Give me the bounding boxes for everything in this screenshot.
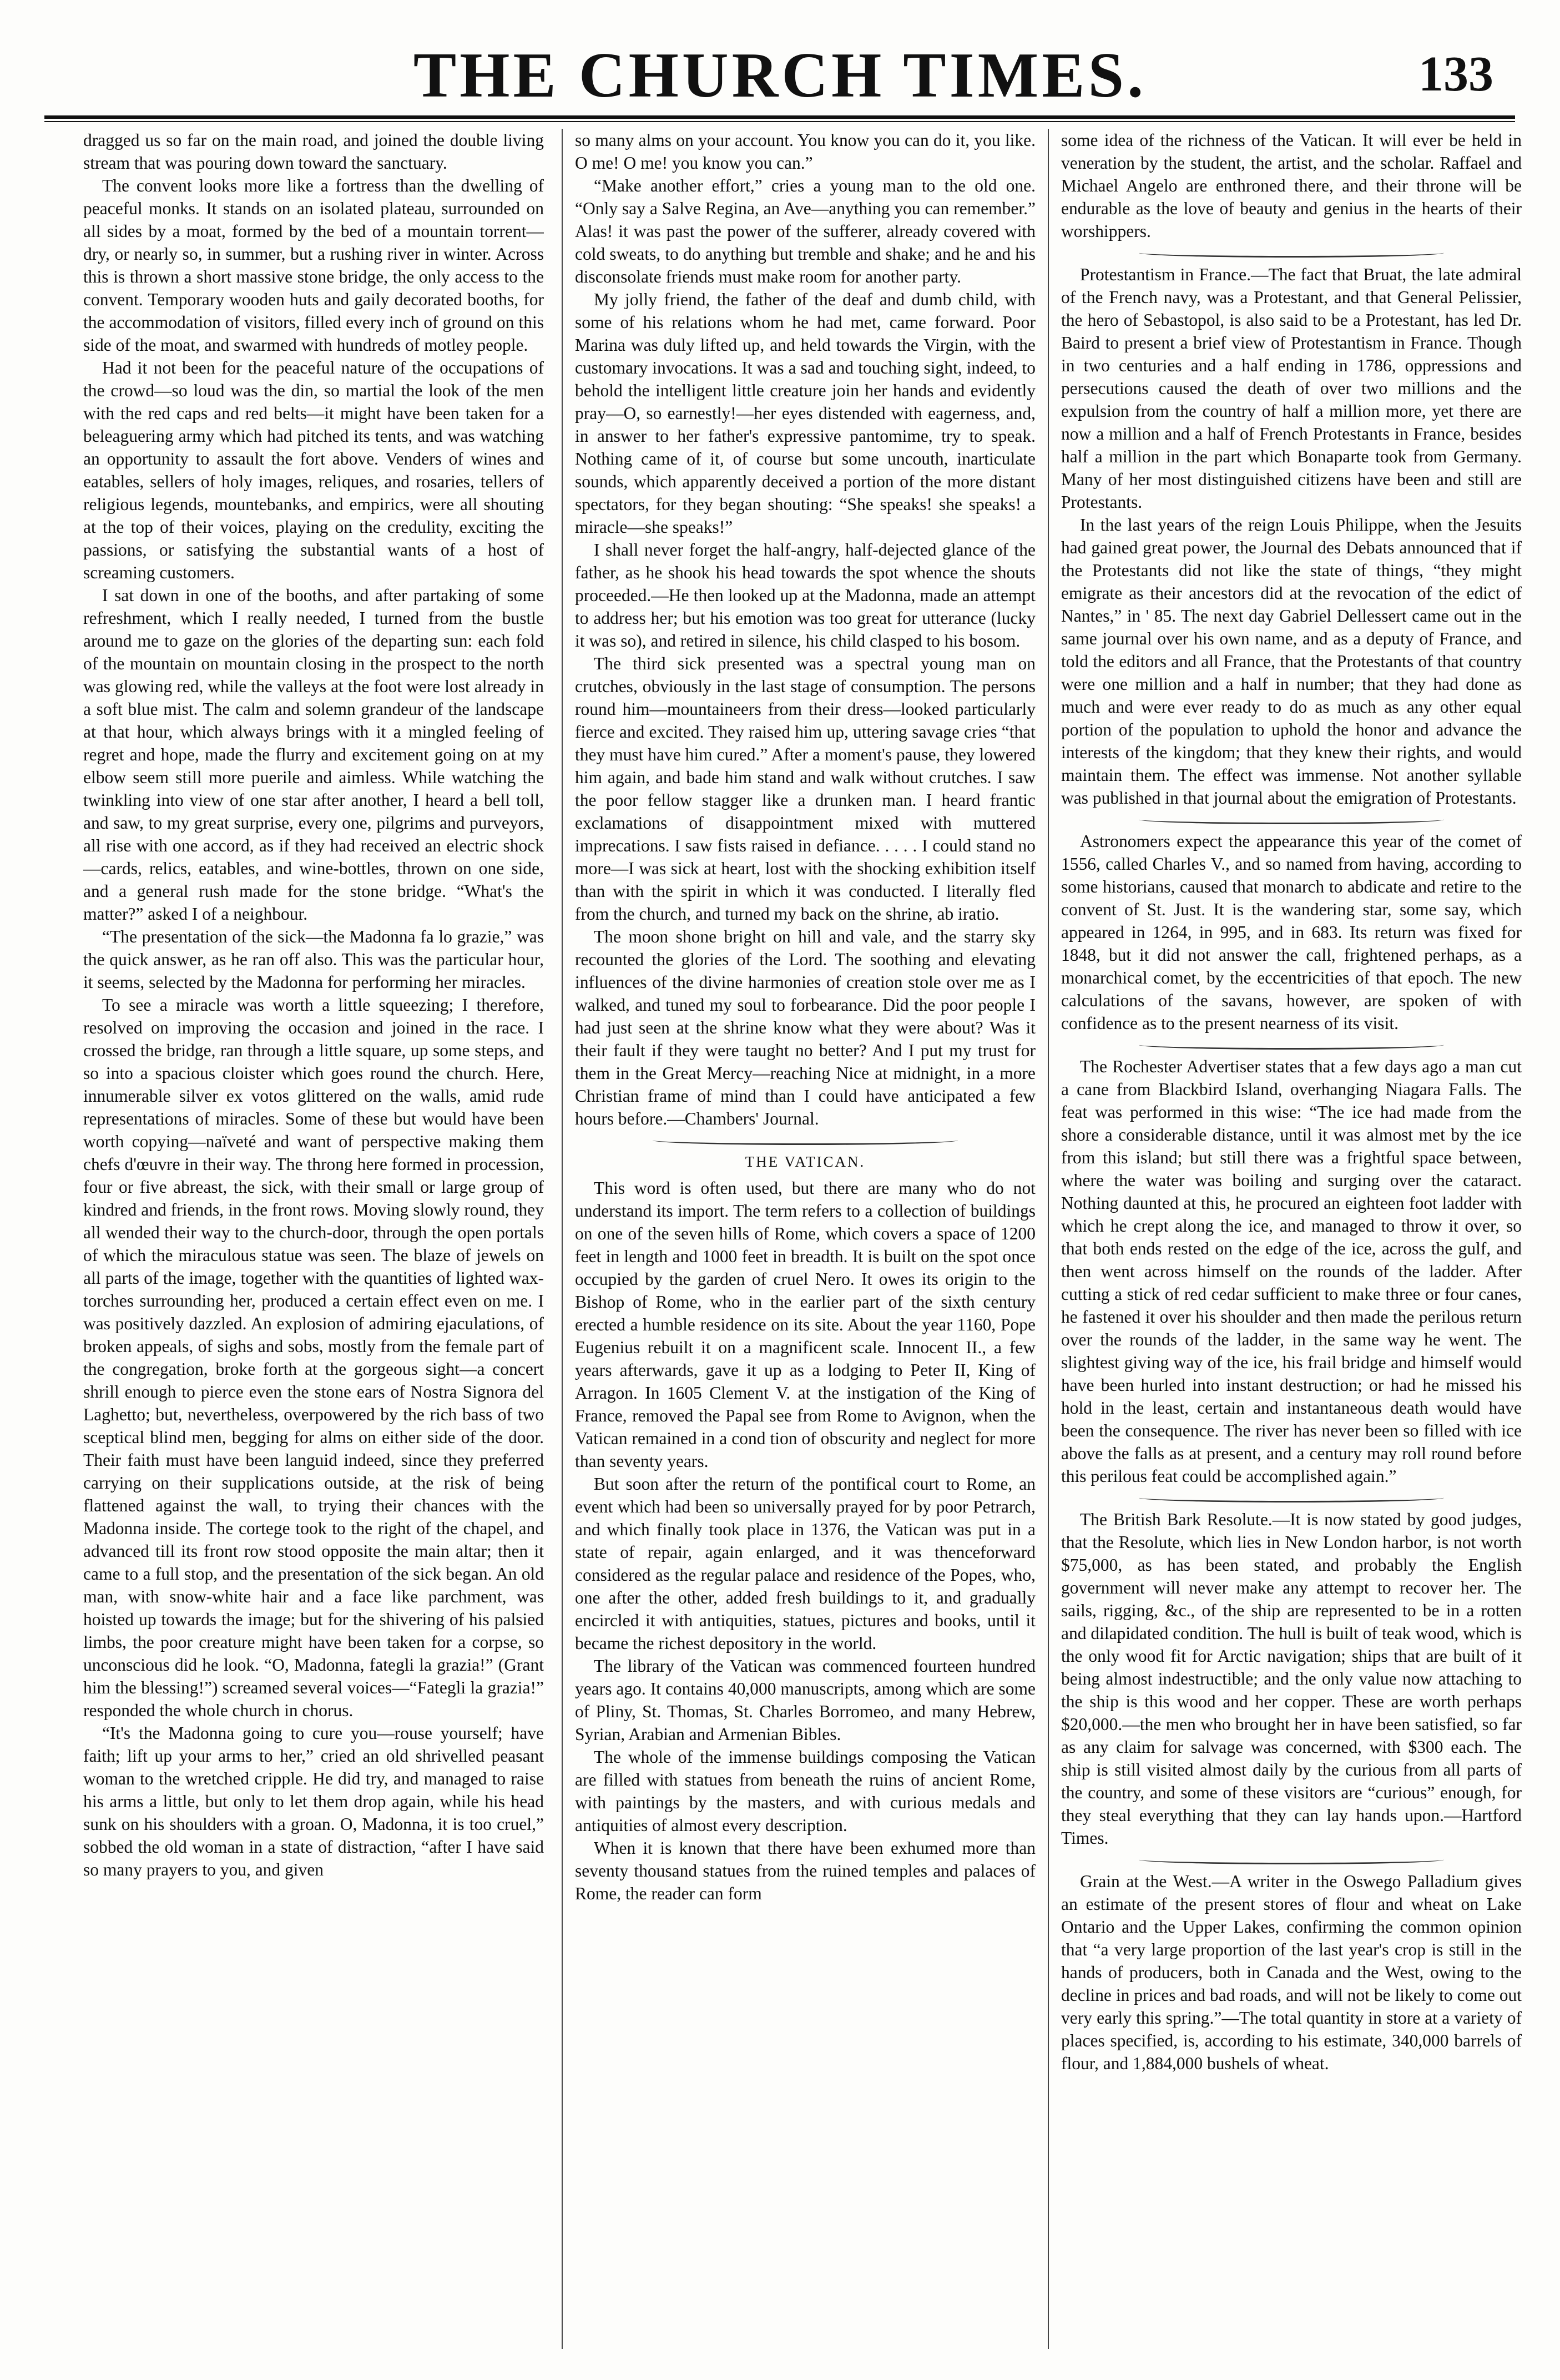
paragraph: “It's the Madonna going to cure you—rouse yourself; have faith; lift up your arms to her,” cried an old shrivelled peasant woman to the wretched cripple. He did try, and managed to raise his arms a little, but only to let them drop again, while his head sunk on his shoulders with a groan. O, Madonna, it is too cruel,” sobbed the old woman in a state of distraction, “after I have said so many prayers to you, and given (83, 1723, 544, 1879)
section-divider (1139, 1040, 1444, 1050)
paragraph: so many alms on your account. You know you can do it, you like. O me! O me! you know you can.” (575, 130, 1036, 173)
section-divider (1139, 1493, 1444, 1502)
paragraph: When it is known that there have been exhumed more than seventy thousand statues from the ruined temples and palaces of Rome, the reader can form (575, 1838, 1036, 1903)
paragraph: The third sick presented was a spectral young man on crutches, obviously in the last stage of consumption. The persons round him—mountaineers from their dress—looked particularly fierce and excited. They raised him up, uttering savage cries “that they must have him cured.” After a moment's pause, they lowered him again, and bade him stand and walk without crutches. I saw the poor fellow stagger like a drunken man. I heard frantic exclamations of disappointment mixed with muttered imprecations. I saw fists raised in defiance. . . . . I could stand no more—I was sick at heart, lost with the shocking exhibition itself than with the spirit in which it was conducted. I literally fled from the church, and turned my back on the shrine, ab iratio. (575, 654, 1036, 924)
paragraph: I shall never forget the half-angry, half-dejected glance of the father, as he shook his head towards the spot whence the shouts proceeded.—He then looked up at the Madonna, made an attempt to address her; but his emotion was too great for utterance (lucky it was so), and retired in silence, his child clasped to his bosom. (575, 540, 1036, 651)
masthead (0, 33, 1560, 117)
section-divider (1139, 248, 1444, 258)
paragraph: dragged us so far on the main road, and joined the double living stream that was pouring down toward the sanctuary. (83, 130, 544, 173)
paragraph: Protestantism in France.—The fact that Bruat, the late admiral of the French navy, was a Protestant, and that General Pelissier, the hero of Sebastopol, is also said to be a Protestant, has led Dr. Baird to present a brief view of Protestantism in France. Though in two centuries and a half ending in 1786, oppressions and persecutions caused the death of over two millions and the expulsion from the country of half a million more, yet there are now a million and a half of French Protestants in France, besides half a million in the part which Bonaparte took from Germany. Many of her most distinguished citizens have been and still are Protestants. (1061, 265, 1522, 512)
section-divider (653, 1136, 958, 1145)
paragraph: The moon shone bright on hill and vale, and the starry sky recounted the glories of the Lord. The soothing and elevating influences of the divine harmonies of creation stole over me as I walked, and tuned my soul to forbearance. Did the poor people I had just seen at the shrine know what they were about? Was it their fault if they were taught no better? And I put my trust for them in the Great Mercy—reaching Nice at midnight, in a more Christian frame of mind than I could have anticipated a few hours before.—Chambers' Journal. (575, 927, 1036, 1128)
page-number: 133 (1418, 47, 1493, 102)
column-3 (1061, 129, 1522, 2349)
column-divider (562, 129, 563, 2349)
paragraph: This word is often used, but there are many who do not understand its import. The term refers to a collection of buildings on one of the seven hills of Rome, which covers a space of 1200 feet in length and 1000 feet in breadth. It is built on the spot once occupied by the garden of cruel Nero. It owes its origin to the Bishop of Rome, who in the earlier part of the sixth century erected a humble residence on its site. About the year 1160, Pope Eugenius rebuilt it on a magnificent scale. Innocent II., a few years afterwards, gave it up as a lodging to Peter II, King of Arragon. In 1605 Clement V. at the instigation of the King of France, removed the Papal see from Rome to Avignon, when the Vatican remained in a cond tion of obscurity and neglect for more than seventy years. (575, 1178, 1036, 1471)
section-divider (1139, 1855, 1444, 1864)
paragraph: Astronomers expect the appearance this year of the comet of 1556, called Charles V., and so named from having, according to some historians, caused that monarch to abdicate and retire to the convent of St. Just. It is the wandering star, some say, which appeared in 1264, in 995, and in 683. Its return was fixed for 1848, but it did not answer the call, frightened perhaps, as a monarchical comet, by the eccentricities of that epoch. The new calculations of the savans, however, are spoken of with confidence as to the present nearness of its visit. (1061, 831, 1522, 1033)
paragraph: In the last years of the reign Louis Philippe, when the Jesuits had gained great power, the Journal des Debats announced that if the Protestants did not like the state of things, “they might emigrate as their ancestors did at the revocation of the edict of Nantes,” in ' 85. The next day Gabriel Dellessert came out in the same journal over his own name, and as a deputy of France, and told the editors and all France, that the Protestants of that country were one million and a half in number; that they had done as much and were ever ready to do as much as any other equal portion of the population to uphold the honor and advance the interests of the kingdom; that they knew their rights, and would maintain them. The effect was immense. Not another syllable was published in that journal about the emigration of Protestants. (1061, 515, 1522, 808)
paragraph: The whole of the immense buildings composing the Vatican are filled with statues from beneath the ruins of ancient Rome, with paintings by the masters, and with curious medals and antiquities of almost every description. (575, 1747, 1036, 1835)
section-heading-vatican: THE VATICAN. (745, 1153, 866, 1170)
paragraph: I sat down in one of the booths, and after partaking of some refreshment, which I really needed, I turned from the bustle around me to gaze on the glories of the departing sun: each fold of the mountain on mountain closing in the prospect to the north was glowing red, while the valleys at the foot were lost already in a soft blue mist. The calm and solemn grandeur of the landscape at that hour, which always brings with it a mingled feeling of regret and hope, made the flurry and excitement going on at my elbow seem still more puerile and aimless. While watching the twinkling into view of one star after another, I heard a bell toll, and saw, to my great surprise, every one, pilgrims and purveyors, all rise with one accord, as if they had received an electric shock—cards, relics, eatables, and wine-bottles, thrown on one side, and a general rush made for the stone bridge. “What's the matter?” asked I of a neighbour. (83, 586, 544, 924)
paragraph: The Rochester Advertiser states that a few days ago a man cut a cane from Blackbird Island, overhanging Niagara Falls. The feat was performed in this wise: “The ice had made from the shore a considerable distance, until it was almost met by the ice from this island; but still there was a frightful space between, where the water was boiling and surging over the cataract. Nothing daunted at this, he procured an eighteen foot ladder with which he crept along the ice, and managed to throw it over, so that both ends rested on the edge of the ice, across the gulf, and then went across himself on the rounds of the ladder. After cutting a stick of red cedar sufficient to make three or four canes, he fastened it over his shoulder and then made the perilous return over the rounds of the ladder, in the same way he went. The slightest giving way of the ice, his frail bridge and himself would have been hurled into instant destruction; or had he missed his hold in the least, certain and instantaneous death would have been the consequence. The river has never been so filled with ice above the falls as at present, and a century may roll round before this perilous feat could be accomplished again.” (1061, 1057, 1522, 1486)
page-title: THE CHURCH TIMES. (413, 40, 1147, 111)
paragraph: My jolly friend, the father of the deaf and dumb child, with some of his relations whom he had met, came forward. Poor Marina was duly lifted up, and held towards the Virgin, with the customary invocations. It was a sad and touching sight, indeed, to behold the intelligent little creature join her hands and evidently pray—O, so earnestly!—her eyes distended with eagerness, and, in answer to her father's expressive pantomime, try to speak. Nothing came of it, of course but some uncouth, inarticulate sounds, which apparently deceived a portion of the more distant spectators, for they began shouting: “She speaks! she speaks! a miracle—she speaks!” (575, 290, 1036, 537)
column-divider (1048, 129, 1049, 2349)
paragraph: The British Bark Resolute.—It is now stated by good judges, that the Resolute, which lies in New London harbor, is not worth $75,000, as has been stated, and probably the English government will never make any attempt to recover her. The sails, rigging, &c., of the ship are represented to be in a rotten and dilapidated condition. The hull is built of teak wood, which is the only wood fit for Arctic navigation; ships that are built of it being almost indestructible; and the only value now attaching to the ship is this wood and her copper. These are worth perhaps $20,000.—the men who brought her in have been satisfied, so far as any claim for salvage was concerned, with $300 each. The ship is still visited almost daily by the curious from all parts of the country, and some of these visitors are “curious” enough, for they steal everything that they can lay hands upon.—Hartford Times. (1061, 1510, 1522, 1848)
paragraph: To see a miracle was worth a little squeezing; I therefore, resolved on improving the occasion and joined in the race. I crossed the bridge, ran through a little square, up some steps, and so into a spacious cloister which goes round the church. Here, innumerable silver ex votos glittered on the walls, amid rude representations of miracles. Some of these but would have been worth copying—naïveté and want of perspective making them chefs d'œuvre in their way. The throng here formed in procession, four or five abreast, the sick, with their small or large group of kindred and friends, in the front rows. Moving slowly round, they all wended their way to the church-door, through the open portals of which the miraculous statue was seen. The blaze of jewels on all parts of the image, together with the quantities of lighted wax-torches surrounding her, produced a certain effect even on me. I was positively dazzled. An explosion of admiring ejaculations, of broken appeals, of sighs and sobs, mostly from the female part of the congregation, broke forth at the gorgeous sight—a concert shrill enough to pierce even the stone ears of Nostra Signora del Laghetto; but, nevertheless, overpowered by the rich bass of two sceptical blind men, begging for alms on either side of the door. Their faith must have been languid indeed, since they preferred carrying on their supplications outside, at the risk of being flattened against the wall, to trying their chances with the Madonna inside. The cortege took to the right of the chapel, and advanced till its front row stood opposite the main altar; then it came to a full stop, and the presentation of the sick began. An old man, with snow-white hair and a face like parchment, was hoisted up towards the image; but for the shivering of his palsied limbs, the poor creature might have been taken for a corpse, so unconscious did he look. “O, Madonna, fategli la grazia!” (Grant him the blessing!”) screamed several voices—“Fategli la grazia!” responded the whole church in chorus. (83, 995, 544, 1720)
paragraph: Grain at the West.—A writer in the Oswego Palladium gives an estimate of the present stores of flour and wheat on Lake Ontario and the Upper Lakes, confirming the common opinion that “a very large proportion of the last year's crop is still in the hands of producers, both in Canada and the West, owing to the decline in prices and bad roads, and will not be likely to come out very early this spring.”—The total quantity in store at a variety of places specified, is, according to his estimate, 340,000 barrels of flour, and 1,884,000 bushels of wheat. (1061, 1872, 1522, 2073)
paragraph: The library of the Vatican was commenced fourteen hundred years ago. It contains 40,000 manuscripts, among which are some of Pliny, St. Thomas, St. Charles Borromeo, and many Hebrew, Syrian, Arabian and Armenian Bibles. (575, 1656, 1036, 1744)
column-2 (575, 129, 1036, 2349)
section-divider (1139, 815, 1444, 824)
paragraph: some idea of the richness of the Vatican. It will ever be held in veneration by the student, the artist, and the scholar. Raffael and Michael Angelo are enthroned there, and their throne will be endurable as the love of beauty and genius in the hearts of their worshippers. (1061, 130, 1522, 241)
paragraph: But soon after the return of the pontifical court to Rome, an event which had been so universally prayed for by poor Petrarch, and which finally took place in 1376, the Vatican was put in a state of repair, again enlarged, and it was thenceforward considered as the regular palace and residence of the Popes, who, one after the other, added fresh buildings to it, and gradually encircled it with antiquities, statues, pictures and books, until it became the richest depository in the world. (575, 1474, 1036, 1653)
paragraph: “The presentation of the sick—the Madonna fa lo grazie,” was the quick answer, as he ran off also. This was the particular hour, it seems, selected by the Madonna for performing her miracles. (83, 927, 544, 992)
column-1 (83, 129, 544, 2349)
masthead-rule (44, 115, 1515, 122)
paragraph: The convent looks more like a fortress than the dwelling of peaceful monks. It stands on an isolated plateau, surrounded on all sides by a moat, formed by the bed of a mountain torrent—dry, or nearly so, in summer, but a rushing river in winter. Across this is thrown a short massive stone bridge, the only access to the convent. Temporary wooden huts and gaily decorated booths, for the accommodation of visitors, filled every inch of ground on this side of the moat, and swarmed with hundreds of motley people. (83, 176, 544, 355)
paragraph: “Make another effort,” cries a young man to the old one. “Only say a Salve Regina, an Ave—anything you can remember.” Alas! it was past the power of the sufferer, already covered with cold sweats, to do anything but tremble and shake; and he and his disconsolate friends must make room for another party. (575, 176, 1036, 286)
paragraph: Had it not been for the peaceful nature of the occupations of the crowd—so loud was the din, so martial the look of the men with the red caps and red belts—it might have been taken for a beleaguering army which had pitched its tents, and was watching an opportunity to assault the fort above. Venders of wines and eatables, sellers of holy images, reliques, and rosaries, tellers of religious legends, mountebanks, and empirics, were all shouting at the top of their voices, playing on the credulity, exciting the passions, or satisfying the substantial wants of a host of screaming customers. (83, 358, 544, 582)
